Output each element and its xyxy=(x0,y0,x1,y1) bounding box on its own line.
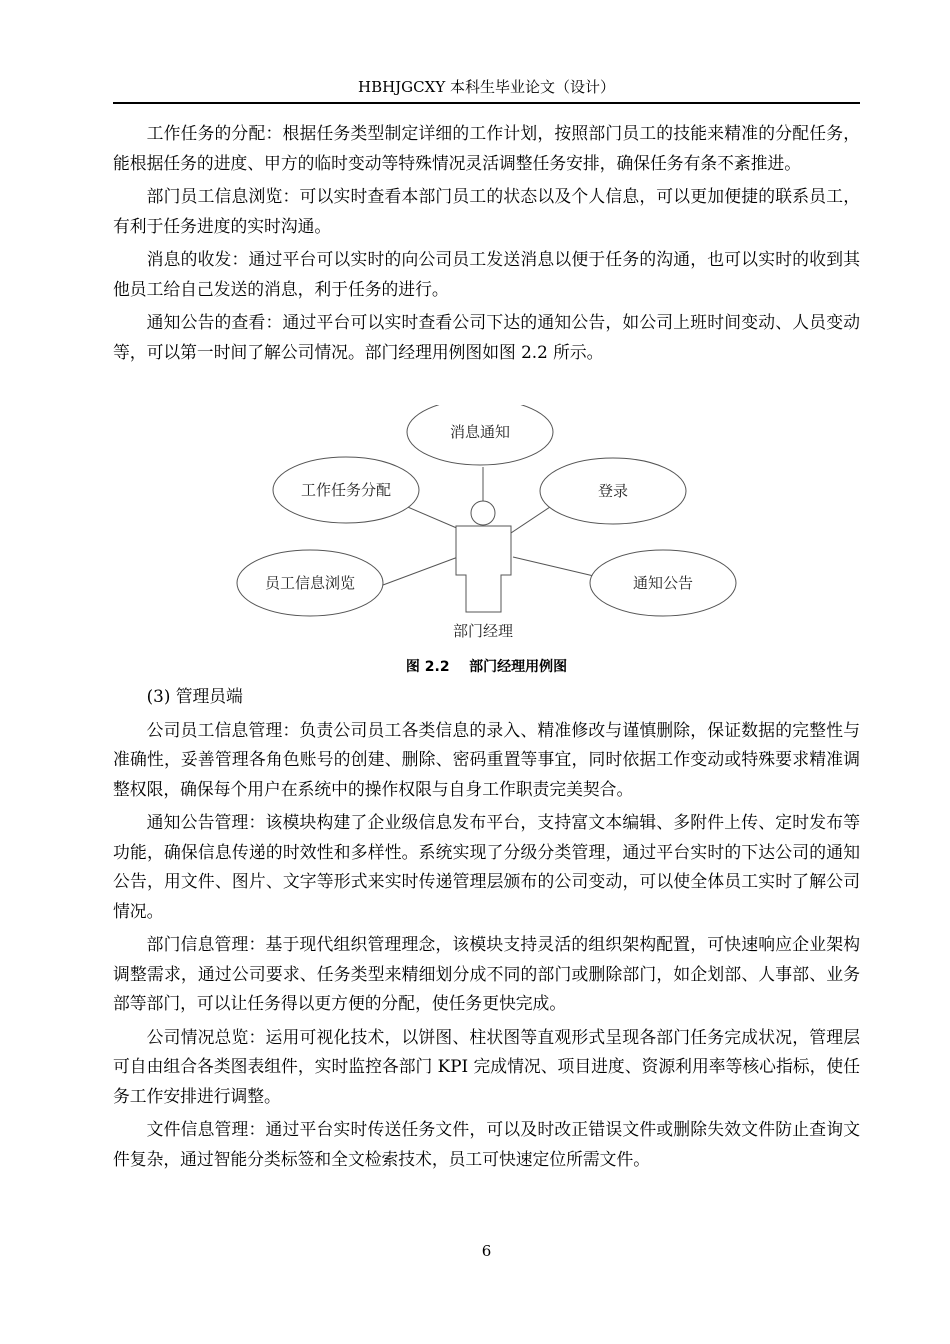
actor-label: 部门经理 xyxy=(452,622,514,640)
actor-body xyxy=(456,526,511,612)
paragraph: 部门信息管理：基于现代组织管理理念，该模块支持灵活的组织架构配置，可快速响应企业架构调整需求，通过公司要求、任务类型来精细划分成不同的部门或删除部门，如企划部、人事部、业务部等部门，可以让任务得以更方便的分配，使任务更快完成。 xyxy=(113,934,860,1013)
page-number: 6 xyxy=(481,1242,492,1260)
usecase-login-label: 登录 xyxy=(597,482,629,500)
usecase-notice-label: 通知公告 xyxy=(632,574,694,592)
actor-head xyxy=(471,501,495,525)
paragraph: 文件信息管理：通过平台实时传送任务文件，可以及时改正错误文件或删除失效文件防止查询文件复杂，通过智能分类标签和全文检索技术，员工可快速定位所需文件。 xyxy=(113,1119,860,1169)
body-text-top xyxy=(113,119,860,371)
link-login xyxy=(508,505,553,535)
usecase-staff-label: 员工信息浏览 xyxy=(264,574,356,592)
paragraph: 部门员工信息浏览：可以实时查看本部门员工的状态以及个人信息，可以更加便捷的联系员工，有利于任务进度的实时沟通。 xyxy=(113,186,860,236)
figure-number: 图 2.2 xyxy=(405,659,450,675)
page-footer xyxy=(113,1242,860,1260)
figure-title: 部门经理用例图 xyxy=(469,659,568,675)
link-notice xyxy=(513,557,598,577)
usecase-message-label: 消息通知 xyxy=(449,423,511,441)
usecase-assign-label: 工作任务分配 xyxy=(300,481,392,499)
body-text-bottom xyxy=(113,682,860,1178)
section-heading: (3) 管理员端 xyxy=(146,686,243,706)
paragraph: 通知公告的查看：通过平台可以实时查看公司下达的通知公告，如公司上班时间变动、人员变动等，可以第一时间了解公司情况。部门经理用例图如图 2.2 所示。 xyxy=(113,312,860,362)
paragraph: 消息的收发：通过平台可以实时的向公司员工发送消息以便于任务的沟通，也可以实时的收到其他员工给自己发送的消息，利于任务的进行。 xyxy=(113,249,860,299)
use-case-diagram xyxy=(113,405,860,645)
paragraph: 公司员工信息管理：负责公司员工各类信息的录入、精准修改与谨慎删除，保证数据的完整性与准确性，妥善管理各角色账号的创建、删除、密码重置等事宜，同时依据工作变动或特殊要求精准调整权限，确保每个用户在系统中的操作权限与自身工作职责完美契合。 xyxy=(113,719,860,799)
paragraph: 公司情况总览：运用可视化技术，以饼图、柱状图等直观形式呈现各部门任务完成状况，管理层可自由组合各类图表组件，实时监控各部门 KPI 完成情况、项目进度、资源利用率等核心指标，使任务工作安排进行调整。 xyxy=(113,1026,860,1106)
figure-caption xyxy=(113,656,860,676)
link-staff xyxy=(383,557,458,585)
paragraph: 通知公告管理：该模块构建了企业级信息发布平台，支持富文本编辑、多附件上传、定时发布等功能，确保信息传递的时效性和多样性。系统实现了分级分类管理，通过平台实时的下达公司的通知公告，用文件、图片、文字等形式来实时传递管理层颁布的公司变动，可以使全体员工实时了解公司情况。 xyxy=(113,812,860,921)
paragraph: 工作任务的分配：根据任务类型制定详细的工作计划，按照部门员工的技能来精准的分配任务，能根据任务的进度、甲方的临时变动等特殊情况灵活调整任务安排，确保任务有条不紊推进。 xyxy=(113,123,860,173)
page-header xyxy=(113,72,860,104)
header-title: HBHJGCXY 本科生毕业论文（设计） xyxy=(357,78,615,96)
